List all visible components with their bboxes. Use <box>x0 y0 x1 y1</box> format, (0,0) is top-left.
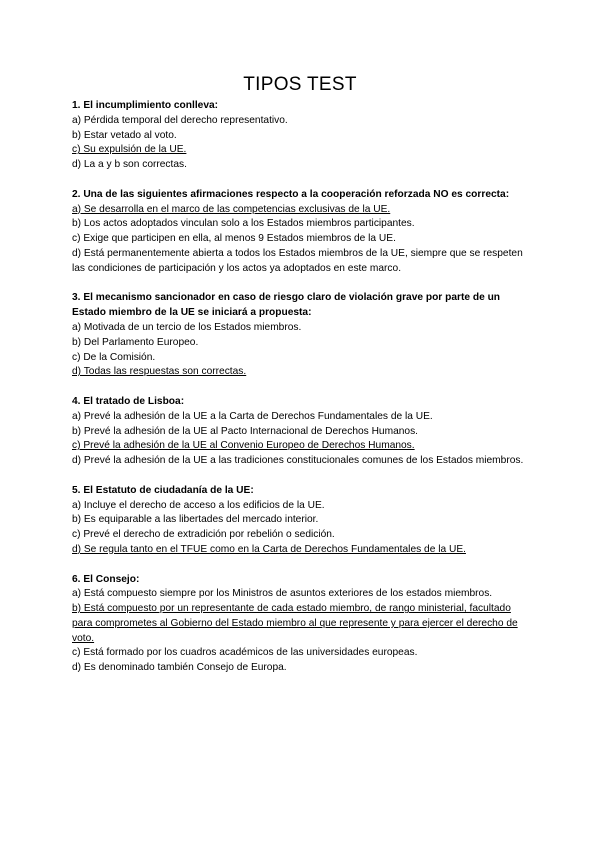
option-b: b) Estar vetado al voto. <box>72 129 177 141</box>
option-a: a) Está compuesto siempre por los Ministros de asuntos exteriores de los estados miembros. <box>72 588 493 600</box>
option-c: c) Exige que participen en ella, al menos 9 Estados miembros de la UE. <box>72 233 396 245</box>
option-c-correct: c) Su expulsión de la UE. <box>72 144 187 156</box>
option-c-correct: c) Prevé la adhesión de la UE al Convenio Europeo de Derechos Humanos. <box>72 440 415 452</box>
question-5 <box>72 484 532 558</box>
option-a-correct: a) Se desarrolla en el marco de las competencias exclusivas de la UE. <box>72 203 391 215</box>
question-text: 3. El mecanismo sancionador en caso de riesgo claro de violación grave por parte de un Estado miembro de la UE se iniciará a propuesta: <box>72 292 501 319</box>
question-6 <box>72 573 532 677</box>
option-d-correct: d) Todas las respuestas son correctas. <box>72 366 247 378</box>
option-a: a) Prevé la adhesión de la UE a la Carta de Derechos Fundamentales de la UE. <box>72 410 433 422</box>
option-c: c) Está formado por los cuadros académicos de las universidades europeas. <box>72 647 418 659</box>
option-c: c) Prevé el derecho de extradición por rebelión o sedición. <box>72 529 335 541</box>
option-d: d) Es denominado también Consejo de Europa. <box>72 662 287 674</box>
option-d: d) Prevé la adhesión de la UE a las tradiciones constitucionales comunes de los Estados miembros. <box>72 455 524 467</box>
option-b: b) Prevé la adhesión de la UE al Pacto Internacional de Derechos Humanos. <box>72 425 419 437</box>
option-a: a) Motivada de un tercio de los Estados miembros. <box>72 321 302 333</box>
option-d: d) Está permanentemente abierta a todos los Estados miembros de la UE, siempre que se respeten las condiciones de participación y los actos ya adoptados en este marco. <box>72 247 523 274</box>
question-4 <box>72 395 532 469</box>
question-text: 6. El Consejo: <box>72 573 140 585</box>
option-b: b) Los actos adoptados vinculan solo a los Estados miembros participantes. <box>72 218 415 230</box>
question-1 <box>72 99 532 173</box>
option-c: c) De la Comisión. <box>72 351 156 363</box>
option-d: d) La a y b son correctas. <box>72 159 187 171</box>
question-text: 4. El tratado de Lisboa: <box>72 395 185 407</box>
option-b: b) Es equiparable a las libertades del mercado interior. <box>72 514 319 526</box>
question-text: 1. El incumplimiento conlleva: <box>72 100 219 111</box>
page-title: TIPOS TEST <box>243 74 357 95</box>
question-text: 5. El Estatuto de ciudadanía de la UE: <box>72 484 254 496</box>
question-list <box>72 99 532 691</box>
option-b: b) Del Parlamento Europeo. <box>72 336 199 348</box>
option-a: a) Pérdida temporal del derecho representativo. <box>72 114 288 126</box>
option-d-correct: d) Se regula tanto en el TFUE como en la Carta de Derechos Fundamentales de la UE. <box>72 543 466 555</box>
option-b-correct: b) Está compuesto por un representante de cada estado miembro, de rango ministerial, facultado para comprometes al Gobierno del Estado miembro al que represente y para ejercer el derecho de voto. <box>72 603 518 644</box>
question-text: 2. Una de las siguientes afirmaciones respecto a la cooperación reforzada NO es correcta: <box>72 188 510 200</box>
question-2 <box>72 188 532 277</box>
question-3 <box>72 291 532 380</box>
option-a: a) Incluye el derecho de acceso a los edificios de la UE. <box>72 499 325 511</box>
